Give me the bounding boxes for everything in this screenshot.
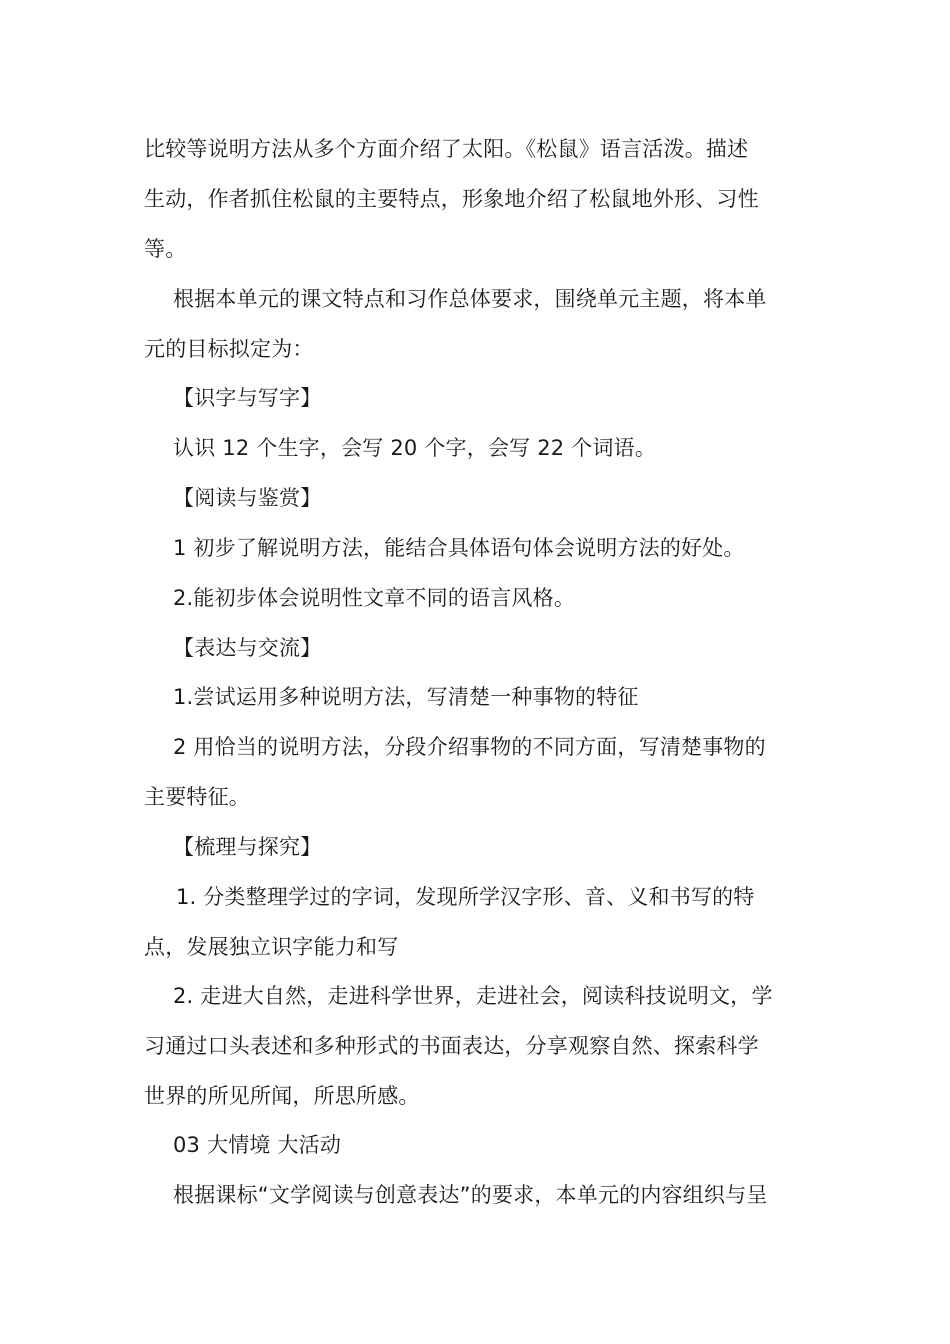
- list-item: 2 用恰当的说明方法，分段介绍事物的不同方面，写清楚事物的: [173, 735, 766, 759]
- section-heading: 【识字与写字】: [173, 386, 322, 410]
- list-item: 1. 分类整理学过的字词，发现所学汉字形、音、义和书写的特: [176, 885, 755, 909]
- text-line: 比较等说明方法从多个方面介绍了太阳。《松鼠》语言活泼。描述: [144, 137, 749, 161]
- list-item: 2. 走进大自然，走进科学世界，走进社会，阅读科技说明文，学: [173, 984, 773, 1008]
- list-item: 1 初步了解说明方法，能结合具体语句体会说明方法的好处。: [173, 536, 745, 560]
- list-item: 1.尝试运用多种说明方法，写清楚一种事物的特征: [173, 685, 639, 709]
- list-item: 2.能初步体会说明性文章不同的语言风格。: [173, 586, 576, 610]
- text-line: 点，发展独立识字能力和写: [144, 935, 399, 959]
- text-line: 习通过口头表述和多种形式的书面表达，分享观察自然、探索科学: [144, 1034, 759, 1058]
- section-heading: 【阅读与鉴赏】: [173, 486, 322, 510]
- text-line: 主要特征。: [144, 785, 250, 809]
- section-heading: 【表达与交流】: [173, 636, 322, 660]
- text-line: 根据课标“文学阅读与创意表达”的要求，本单元的内容组织与呈: [173, 1183, 768, 1207]
- text-line: 生动，作者抓住松鼠的主要特点，形象地介绍了松鼠地外形、习性: [144, 187, 759, 211]
- text-line: 认识 12 个生字，会写 20 个字，会写 22 个词语。: [173, 436, 657, 460]
- section-heading: 03 大情境 大活动: [173, 1133, 342, 1157]
- text-line: 世界的所见所闻，所思所感。: [144, 1084, 420, 1108]
- text-line: 元的目标拟定为：: [144, 337, 314, 361]
- section-heading: 【梳理与探究】: [173, 835, 322, 859]
- text-line: 根据本单元的课文特点和习作总体要求，围绕单元主题，将本单: [173, 287, 767, 311]
- text-line: 等。: [144, 237, 187, 261]
